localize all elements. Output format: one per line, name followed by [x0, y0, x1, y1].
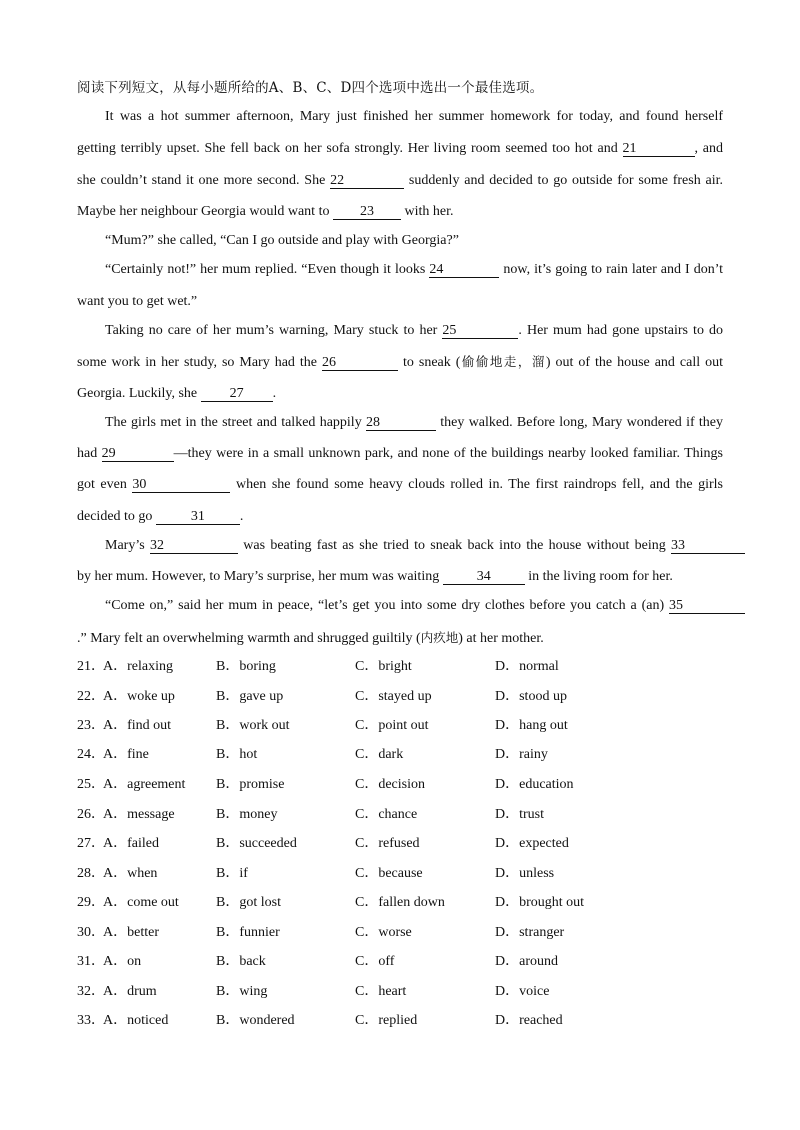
option-d[interactable]: D．stood up [495, 689, 567, 704]
question-number: 31． [77, 954, 105, 969]
instructions: 阅读下列短文，从每小题所给的A、B、C、D四个选项中选出一个最佳选项。 [77, 80, 544, 96]
option-d[interactable]: D．trust [495, 807, 544, 822]
passage-line: The girls met in the street and talked happily 28 they walked. Before long, Mary wondered if they [105, 415, 724, 430]
option-d[interactable]: D．expected [495, 836, 569, 851]
blank-22: 22 [330, 173, 404, 189]
blank-27: 27 [201, 386, 273, 402]
blank-33: 33 [671, 538, 745, 554]
blank-35: 35 [669, 598, 745, 614]
option-b[interactable]: B．got lost [216, 895, 281, 910]
option-a[interactable]: A．fine [103, 747, 149, 762]
option-c[interactable]: C．fallen down [355, 895, 445, 910]
blank-26: 26 [322, 355, 398, 371]
question-number: 30． [77, 925, 105, 940]
passage-line: got even 30 when she found some heavy clouds rolled in. The first raindrops fell, and the girls [77, 477, 724, 492]
question-number: 25． [77, 777, 105, 792]
passage-line: “Certainly not!” her mum replied. “Even though it looks 24 now, it’s going to rain later and I don’t [105, 262, 723, 277]
passage-line: decided to go 31 . [77, 509, 244, 524]
option-a[interactable]: A．on [103, 954, 142, 969]
option-b[interactable]: B．gave up [216, 689, 284, 704]
passage-line: It was a hot summer afternoon, Mary just finished her summer homework for today, and found herself [105, 109, 723, 124]
passage-line: .” Mary felt an overwhelming warmth and shrugged guiltily (内疚地) at her mother. [77, 630, 544, 646]
passage-line: Taking no care of her mum’s warning, Mary stuck to her 25 . Her mum had gone upstairs to do [105, 323, 724, 338]
option-b[interactable]: B．succeeded [216, 836, 297, 851]
question-number: 23． [77, 718, 105, 733]
question-number: 26． [77, 807, 105, 822]
passage-line: “Come on,” said her mum in peace, “let’s get you into some dry clothes before you catch a (an) 35 [105, 597, 745, 615]
blank-29: 29 [102, 446, 174, 462]
option-b[interactable]: B．hot [216, 747, 258, 762]
blank-31: 31 [156, 509, 240, 525]
question-number: 32． [77, 984, 105, 999]
blank-30: 30 [132, 477, 230, 493]
option-d[interactable]: D．hang out [495, 718, 568, 733]
passage-line: Mary’s 32 was beating fast as she tried to sneak back into the house without being 33 [105, 537, 745, 555]
passage-line: she couldn’t stand it one more second. She 22 suddenly and decided to go outside for some fresh air. [77, 173, 723, 188]
option-b[interactable]: B．boring [216, 659, 276, 674]
passage-line: Maybe her neighbour Georgia would want to 23 with her. [77, 204, 454, 219]
option-c[interactable]: C．heart [355, 984, 407, 999]
option-d[interactable]: D．stranger [495, 925, 565, 940]
option-a[interactable]: A．message [103, 807, 175, 822]
blank-21: 21 [623, 141, 695, 157]
option-b[interactable]: B．funnier [216, 925, 280, 940]
option-c[interactable]: C．bright [355, 659, 412, 674]
passage-line: want you to get wet.” [77, 294, 198, 309]
blank-23: 23 [333, 204, 401, 220]
option-a[interactable]: A．relaxing [103, 659, 173, 674]
blank-24: 24 [429, 262, 499, 278]
option-d[interactable]: D．normal [495, 659, 559, 674]
option-b[interactable]: B．if [216, 866, 248, 881]
question-number: 28． [77, 866, 105, 881]
option-b[interactable]: B．money [216, 807, 278, 822]
option-d[interactable]: D．reached [495, 1013, 563, 1028]
question-number: 21． [77, 659, 105, 674]
blank-25: 25 [442, 323, 518, 339]
option-d[interactable]: D．brought out [495, 895, 585, 910]
option-d[interactable]: D．education [495, 777, 574, 792]
option-a[interactable]: A．come out [103, 895, 179, 910]
passage-line: some work in her study, so Mary had the 26 to sneak (偷偷地走，溜) out of the house and call out [77, 354, 724, 370]
option-b[interactable]: B．promise [216, 777, 285, 792]
passage-line: “Mum?” she called, “Can I go outside and play with Georgia?” [105, 233, 459, 248]
option-b[interactable]: B．wondered [216, 1013, 295, 1028]
option-c[interactable]: C．stayed up [355, 689, 432, 704]
passage-line: by her mum. However, to Mary’s surprise, her mum was waiting 34 in the living room for her. [77, 569, 673, 584]
option-a[interactable]: A．better [103, 925, 159, 940]
blank-28: 28 [366, 415, 436, 431]
option-c[interactable]: C．dark [355, 747, 404, 762]
option-c[interactable]: C．refused [355, 836, 420, 851]
question-number: 29． [77, 895, 105, 910]
option-c[interactable]: C．worse [355, 925, 412, 940]
blank-34: 34 [443, 569, 525, 585]
passage-line: had 29 —they were in a small unknown park, and none of the buildings nearby looked familiar. Things [77, 446, 724, 461]
option-c[interactable]: C．point out [355, 718, 429, 733]
option-d[interactable]: D．unless [495, 866, 555, 881]
option-c[interactable]: C．replied [355, 1013, 418, 1028]
passage-line: getting terribly upset. She fell back on her sofa strongly. Her living room seemed too hot and 21 , and [77, 141, 724, 156]
option-c[interactable]: C．because [355, 866, 423, 881]
option-a[interactable]: A．noticed [103, 1013, 169, 1028]
option-a[interactable]: A．drum [103, 984, 157, 999]
question-number: 24． [77, 747, 105, 762]
option-d[interactable]: D．rainy [495, 747, 548, 762]
option-a[interactable]: A．find out [103, 718, 172, 733]
option-a[interactable]: A．agreement [103, 777, 186, 792]
option-b[interactable]: B．wing [216, 984, 268, 999]
option-d[interactable]: D．voice [495, 984, 550, 999]
question-number: 22． [77, 689, 105, 704]
option-c[interactable]: C．off [355, 954, 395, 969]
blank-32: 32 [150, 538, 238, 554]
option-a[interactable]: A．woke up [103, 689, 175, 704]
option-a[interactable]: A．failed [103, 836, 159, 851]
option-a[interactable]: A．when [103, 866, 158, 881]
question-number: 27． [77, 836, 105, 851]
option-c[interactable]: C．decision [355, 777, 425, 792]
option-b[interactable]: B．work out [216, 718, 290, 733]
option-d[interactable]: D．around [495, 954, 558, 969]
option-c[interactable]: C．chance [355, 807, 418, 822]
question-number: 33． [77, 1013, 105, 1028]
option-b[interactable]: B．back [216, 954, 266, 969]
passage-line: Georgia. Luckily, she 27 . [77, 386, 277, 401]
